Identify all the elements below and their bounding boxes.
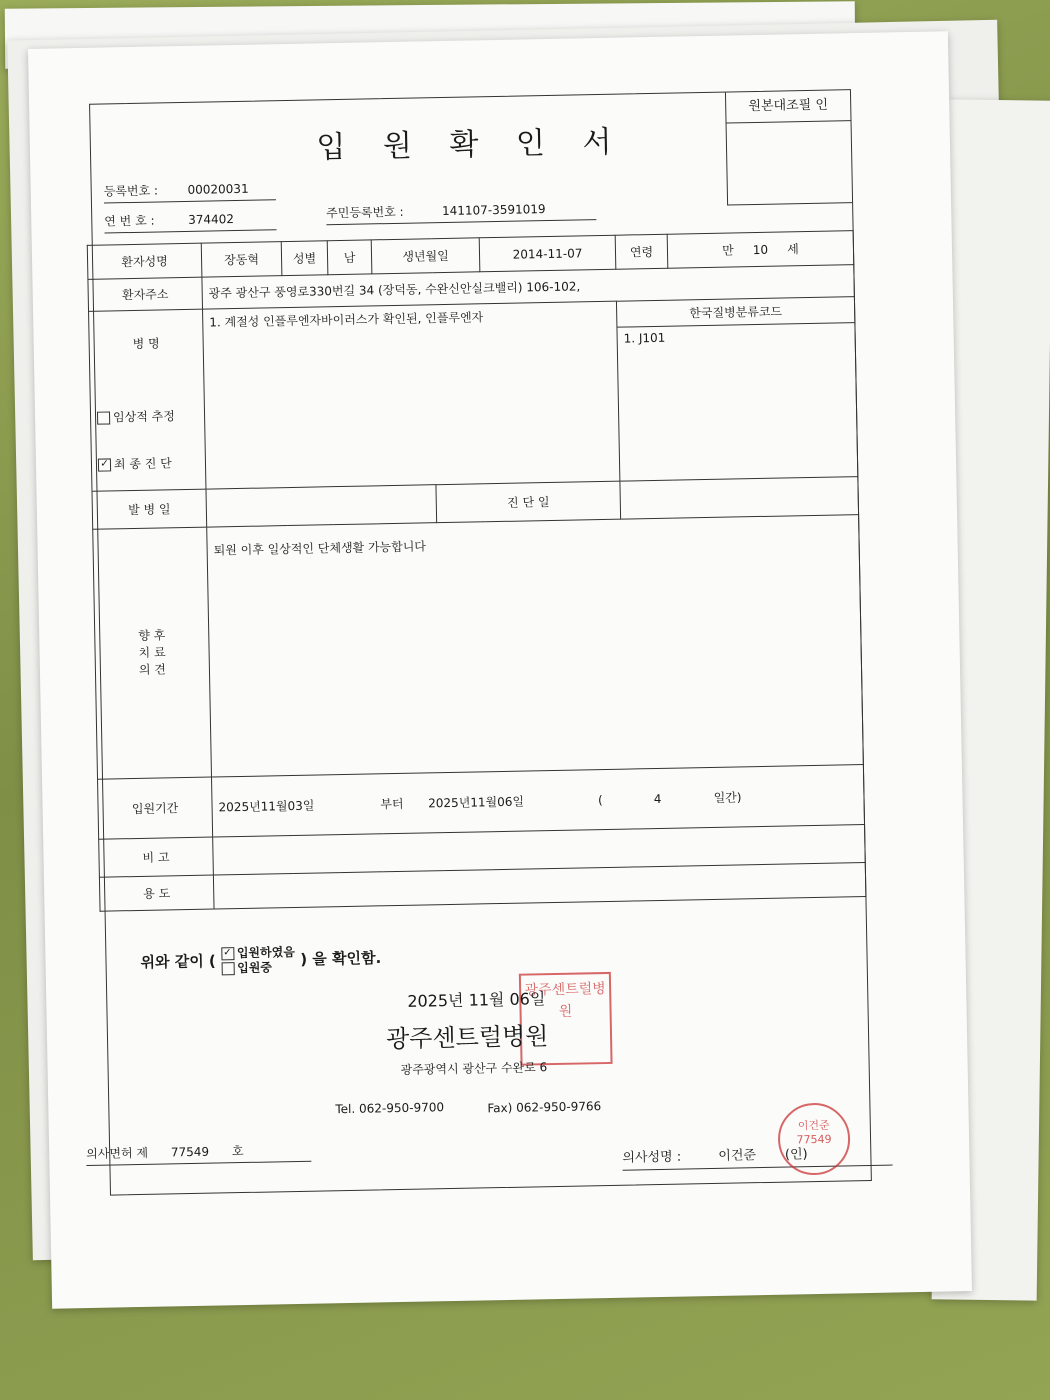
doctor-seal-number: 77549 bbox=[796, 1132, 832, 1147]
sex-value: 남 bbox=[327, 240, 372, 275]
hospital-fax bbox=[487, 1099, 601, 1115]
registration-value: 00020031 bbox=[187, 181, 249, 197]
serial-underline bbox=[105, 229, 277, 233]
admission-certificate-page bbox=[28, 31, 972, 1308]
registration-label: 등록번호 : bbox=[103, 183, 159, 199]
age-prefix: 만 bbox=[722, 243, 734, 258]
license-suffix: 호 bbox=[231, 1144, 244, 1159]
option-admitted-checkbox[interactable]: ✓ bbox=[221, 947, 234, 960]
admission-end: 2025년11월06일 bbox=[428, 794, 525, 811]
doctor-license bbox=[86, 1141, 311, 1166]
admission-days-suffix: 일간) bbox=[713, 790, 742, 805]
disease-code-cell bbox=[616, 297, 857, 482]
patient-name-value: 장동혁 bbox=[201, 242, 282, 278]
opinion-label-line-1: 향 후 bbox=[138, 628, 166, 643]
certificate-form bbox=[86, 89, 872, 1195]
fax-value: 062-950-9766 bbox=[516, 1099, 602, 1115]
onset-label: 발 병 일 bbox=[92, 489, 207, 529]
address-label: 환자주소 bbox=[88, 277, 203, 311]
confirmation-statement bbox=[140, 943, 381, 978]
opinion-row bbox=[93, 515, 864, 780]
doctor-label: 의사성명 : bbox=[622, 1149, 682, 1166]
doctor-name: 이건준 bbox=[718, 1148, 757, 1164]
registration-underline bbox=[104, 199, 276, 203]
clinical-estimate-label: 임상적 추정 bbox=[112, 409, 175, 425]
resident-label: 주민등록번호 : bbox=[326, 204, 404, 221]
fax-label: Fax) bbox=[487, 1100, 513, 1116]
opinion-text: 퇴원 이후 일상적인 단체생활 가능합니다 bbox=[207, 515, 864, 777]
diagnosis-label: 병 명 bbox=[132, 336, 160, 351]
hospital-name: 광주센트럴병원 bbox=[385, 1022, 549, 1054]
diagnosis-row bbox=[89, 297, 858, 492]
diagnosis-text: 1. 계절성 인플루엔자바이러스가 확인된, 인플루엔자 bbox=[203, 301, 620, 489]
registration-number bbox=[104, 179, 276, 199]
option-inpatient-checkbox[interactable] bbox=[221, 962, 234, 975]
remarks-label: 비 고 bbox=[99, 837, 214, 877]
opinion-label-line-3: 의 견 bbox=[138, 662, 167, 677]
license-number: 77549 bbox=[170, 1144, 210, 1160]
admission-start: 2025년11월03일 bbox=[218, 798, 315, 815]
confirmation-prefix: 위와 같이 ( bbox=[140, 952, 216, 972]
sex-label: 성별 bbox=[281, 241, 328, 276]
diagnosis-label-cell bbox=[89, 309, 206, 491]
disease-code-header: 한국질병분류코드 bbox=[617, 297, 854, 328]
license-label: 의사면허 제 bbox=[86, 1145, 149, 1162]
tel-label: Tel. bbox=[335, 1101, 356, 1117]
doctor-signature-line bbox=[622, 1142, 892, 1171]
issue-date: 2025년 11월 06일 bbox=[407, 989, 546, 1011]
diagnosis-date-label: 진 단 일 bbox=[436, 481, 621, 523]
serial-number bbox=[104, 209, 276, 229]
option-admitted-label: 입원하였음 bbox=[236, 944, 295, 961]
purpose-label: 용 도 bbox=[99, 875, 214, 911]
clinical-estimate-checkbox[interactable] bbox=[97, 411, 110, 424]
admission-period-label: 입원기간 bbox=[98, 777, 213, 839]
doctor-seal-name: 이건준 bbox=[797, 1118, 830, 1133]
opinion-label-line-2: 치 료 bbox=[138, 645, 166, 660]
birth-value: 2014-11-07 bbox=[479, 235, 616, 272]
original-copy-stamp-box bbox=[725, 90, 852, 205]
doctor-seal-mark: (인) bbox=[784, 1147, 808, 1163]
serial-label: 연 번 호 : bbox=[104, 213, 155, 229]
hospital-tel bbox=[335, 1100, 444, 1116]
stamp-box-label: 원본대조필 인 bbox=[726, 90, 851, 123]
hospital-address: 광주광역시 광산구 수완로 6 bbox=[400, 1060, 548, 1077]
disease-code-value: 1. J101 bbox=[623, 330, 666, 346]
admission-open-paren: ( bbox=[597, 793, 603, 808]
resident-number bbox=[326, 199, 596, 221]
patient-name-label: 환자성명 bbox=[87, 243, 202, 279]
opinion-label-cell bbox=[93, 527, 212, 779]
age-suffix: 세 bbox=[787, 242, 799, 257]
age-value: 10 bbox=[752, 242, 769, 258]
admission-days: 4 bbox=[653, 791, 662, 807]
confirmation-suffix: ) 을 확인함. bbox=[300, 948, 382, 969]
resident-value: 141107-3591019 bbox=[441, 202, 546, 219]
final-diagnosis-option[interactable] bbox=[98, 454, 199, 473]
header-area bbox=[90, 90, 853, 245]
onset-value bbox=[206, 485, 437, 527]
option-inpatient-label: 입원중 bbox=[237, 960, 273, 976]
confirmation-options bbox=[221, 945, 296, 976]
confirmation-area bbox=[86, 922, 871, 1195]
option-admitted[interactable] bbox=[221, 945, 295, 960]
document-title: 입 원 확 인 서 bbox=[316, 124, 626, 166]
certificate-table bbox=[87, 230, 867, 912]
option-inpatient[interactable] bbox=[221, 960, 272, 975]
age-label: 연령 bbox=[615, 234, 668, 269]
admission-from-word: 부터 bbox=[380, 796, 404, 812]
hospital-seal-text: 광주센트럴병원 bbox=[524, 981, 606, 1020]
age-cell bbox=[667, 231, 854, 269]
final-diagnosis-checkbox[interactable]: ✓ bbox=[98, 458, 111, 471]
birth-label: 생년월일 bbox=[371, 238, 480, 274]
tel-value: 062-950-9700 bbox=[358, 1100, 445, 1116]
diagnosis-date-value bbox=[620, 477, 859, 520]
final-diagnosis-label: 최 종 진 단 bbox=[113, 456, 172, 472]
address-value: 광주 광산구 풍영로330번길 34 (장덕동, 수완신안실크밸리) 106-102, bbox=[202, 265, 854, 310]
clinical-estimate-option[interactable] bbox=[97, 407, 198, 426]
serial-value: 374402 bbox=[187, 212, 235, 227]
